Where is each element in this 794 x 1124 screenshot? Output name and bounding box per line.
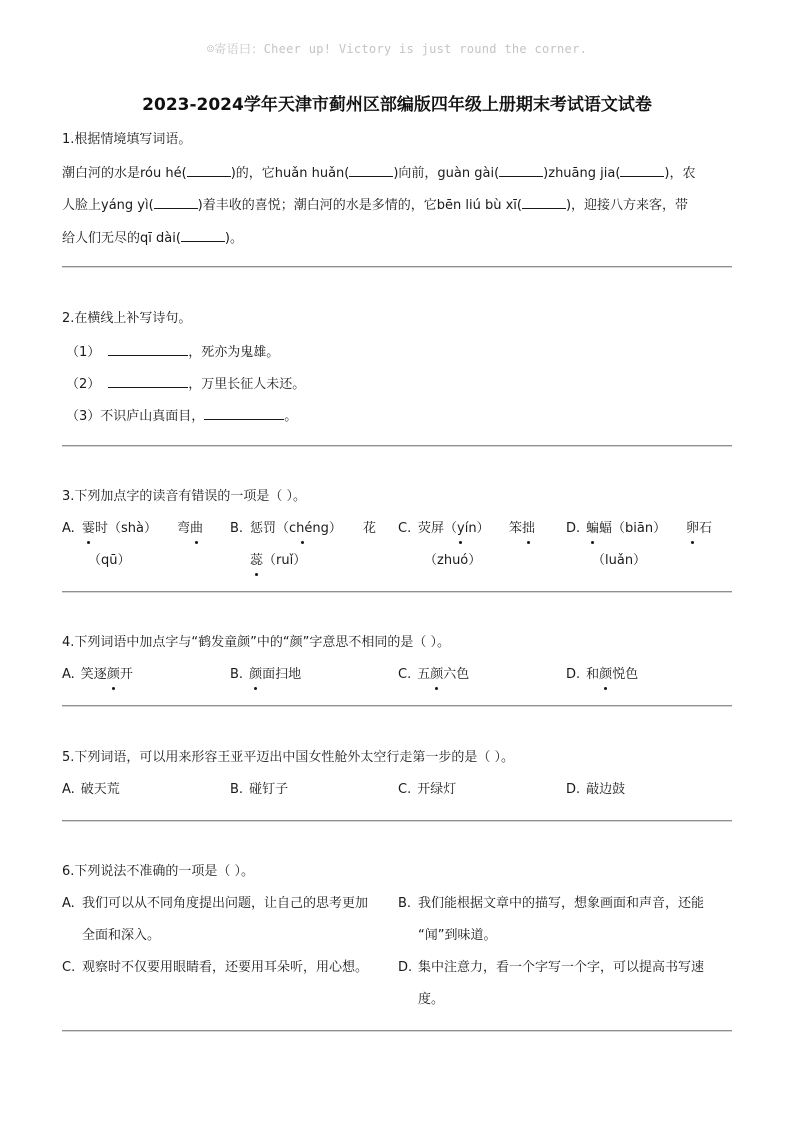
q3-option-b-label[interactable]: B. [230, 521, 244, 536]
option-text: 荧 [418, 521, 432, 536]
q3-stem: 3.下列加点字的读音有错误的一项是（ ）。 [62, 489, 307, 504]
q3-option-c-word1 [418, 520, 490, 538]
q6-option-b-text: 我们能根据文章中的描写，想象画面和声音，还能 [418, 896, 705, 911]
dotted-char: 拙 [522, 521, 536, 536]
q5-stem: 5.下列词语，可以用来形容王亚平迈出中国女性舱外太空行走第一步的是（ ）。 [62, 750, 515, 765]
option-text: 六色 [443, 667, 470, 682]
q6-stem: 6.下列说法不准确的一项是（ ）。 [62, 864, 255, 879]
q5-option-d[interactable] [566, 781, 625, 799]
option-text: 五 [417, 667, 431, 682]
q2-item-1 [66, 342, 279, 362]
q1-blank-4[interactable] [620, 163, 664, 177]
option-label: D. [566, 782, 581, 797]
option-label: D. [566, 667, 581, 682]
q1-blank-6[interactable] [522, 195, 566, 209]
q1-text: )向前，guàn gài( [393, 166, 500, 181]
q1-text: 潮白河的水是róu hé( [62, 166, 187, 181]
option-text: 和 [586, 667, 600, 682]
q6-option-d-text-cont: 度。 [418, 992, 445, 1007]
q2-item-text: ，死亦为鬼雄。 [188, 345, 280, 360]
q2-item-3 [66, 406, 297, 426]
q6-option-b-text-cont: “闻”到味道。 [418, 928, 497, 943]
q1-text: )zhuāng jia( [543, 166, 621, 181]
section-divider [62, 1030, 732, 1031]
q1-text: 人脸上yáng yì( [62, 198, 154, 213]
q2-blank-3[interactable] [204, 406, 284, 420]
option-text: 悦色 [612, 667, 639, 682]
dotted-char: 曲 [190, 521, 204, 536]
watermark: ☺寄语曰：Cheer up! Victory is just round the corner. [206, 42, 588, 56]
q1-line-3 [62, 228, 243, 248]
option-label: B. [230, 667, 244, 682]
q1-text: 给人们无尽的qī dài( [62, 231, 181, 246]
option-text: 石 [699, 521, 713, 536]
option-text: 面扫地 [262, 667, 302, 682]
option-text: 开绿灯 [417, 782, 457, 797]
dotted-char: 颜 [249, 667, 263, 682]
q6-option-d-text: 集中注意力，看一个字写一个字，可以提高书写速 [418, 960, 705, 975]
q1-blank-3[interactable] [499, 163, 543, 177]
q2-item-text: （3）不识庐山真面目， [66, 409, 205, 424]
option-text: （ruǐ） [263, 553, 307, 568]
option-text: 笨 [509, 521, 523, 536]
option-label: C. [398, 782, 412, 797]
dotted-char: 颜 [430, 667, 444, 682]
q3-option-c-pinyin: （zhuó） [424, 553, 482, 568]
dotted-char: 颜 [599, 667, 613, 682]
option-text: 惩 [250, 521, 264, 536]
q1-text: )，迎接八方来客，带 [565, 198, 689, 213]
q4-stem: 4.下列词语中加点字与“鹤发童颜”中的“颜”字意思不相同的是（ ）。 [62, 635, 450, 650]
q3-option-b-word1 [250, 520, 342, 538]
q2-item-number: （1） [66, 345, 101, 360]
q6-option-c-label[interactable]: C. [62, 960, 76, 975]
q1-text: )。 [224, 231, 243, 246]
q3-option-c-label[interactable]: C. [398, 521, 412, 536]
q1-blank-7[interactable] [181, 228, 225, 242]
q6-option-a-label[interactable]: A. [62, 896, 75, 911]
section-divider [62, 266, 732, 267]
q1-text: )，农 [664, 166, 696, 181]
q2-blank-2[interactable] [108, 374, 188, 388]
q3-option-c-word2 [509, 520, 535, 538]
q4-option-b[interactable] [230, 666, 301, 684]
dotted-char: 蕊 [250, 553, 264, 568]
dotted-char: 卵 [686, 521, 700, 536]
q1-blank-1[interactable] [187, 163, 231, 177]
q3-option-a-label[interactable]: A. [62, 521, 75, 536]
section-divider [62, 820, 732, 821]
option-label: C. [398, 667, 412, 682]
q2-item-number: （2） [66, 377, 101, 392]
q4-option-a[interactable] [62, 666, 133, 684]
q5-option-a[interactable] [62, 781, 120, 799]
q5-option-b[interactable] [230, 781, 288, 799]
q3-option-a-pinyin: （qū） [88, 553, 131, 568]
q6-option-b-label[interactable]: B. [398, 896, 412, 911]
option-label: A. [62, 667, 75, 682]
dotted-char: 颜 [106, 667, 120, 682]
option-text: 笑逐 [80, 667, 107, 682]
q6-option-c-text: 观察时不仅要用眼睛看，还要用耳朵听，用心想。 [82, 960, 369, 975]
q1-blank-5[interactable] [154, 195, 198, 209]
q2-item-text: ，万里长征人未还。 [188, 377, 306, 392]
q1-line-1 [62, 163, 695, 183]
q3-option-d-label[interactable]: D. [566, 521, 581, 536]
dotted-char: 屏（yín） [431, 521, 490, 536]
q4-option-d[interactable] [566, 666, 638, 684]
option-text: 弯 [177, 521, 191, 536]
q1-line-2 [62, 195, 688, 215]
q2-blank-1[interactable] [108, 342, 188, 356]
q6-option-a-text-cont: 全面和深入。 [82, 928, 161, 943]
q3-option-d-word1 [586, 520, 666, 538]
option-label: B. [230, 782, 244, 797]
q3-option-b-word2-cont [250, 552, 306, 570]
q4-option-c[interactable] [398, 666, 469, 684]
q1-blank-2[interactable] [349, 163, 393, 177]
option-text: 敲边鼓 [586, 782, 626, 797]
q1-text: )的，它huǎn huǎn( [230, 166, 350, 181]
option-label: A. [62, 782, 75, 797]
q3-option-d-pinyin: （luǎn） [592, 553, 647, 568]
q5-option-c[interactable] [398, 781, 456, 799]
q3-option-b-word2: 花 [363, 521, 377, 536]
q2-stem: 2.在横线上补写诗句。 [62, 311, 192, 326]
q3-option-a-word2 [177, 520, 203, 538]
option-text: 蝠（biān） [599, 521, 667, 536]
q2-item-2 [66, 374, 305, 394]
section-divider [62, 445, 732, 446]
dotted-char: 蝙 [586, 521, 600, 536]
option-text: 碰钉子 [249, 782, 289, 797]
q3-option-a-word1 [82, 520, 157, 538]
dotted-char: 霎 [82, 521, 96, 536]
q3-option-d-word2 [686, 520, 712, 538]
dotted-char: 罚（chéng） [263, 521, 342, 536]
section-divider [62, 705, 732, 706]
option-text: 破天荒 [80, 782, 120, 797]
page-title: 2023-2024学年天津市蓟州区部编版四年级上册期末考试语文试卷 [142, 95, 652, 115]
q6-option-d-label[interactable]: D. [398, 960, 413, 975]
option-text: 开 [119, 667, 133, 682]
option-text: 时（shà） [95, 521, 157, 536]
section-divider [62, 591, 732, 592]
q1-text: )着丰收的喜悦；潮白河的水是多情的，它bēn liú bù xī( [197, 198, 522, 213]
q6-option-a-text: 我们可以从不同角度提出问题，让自己的思考更加 [82, 896, 369, 911]
q1-stem: 1.根据情境填写词语。 [62, 132, 192, 147]
q2-item-text: 。 [284, 409, 298, 424]
